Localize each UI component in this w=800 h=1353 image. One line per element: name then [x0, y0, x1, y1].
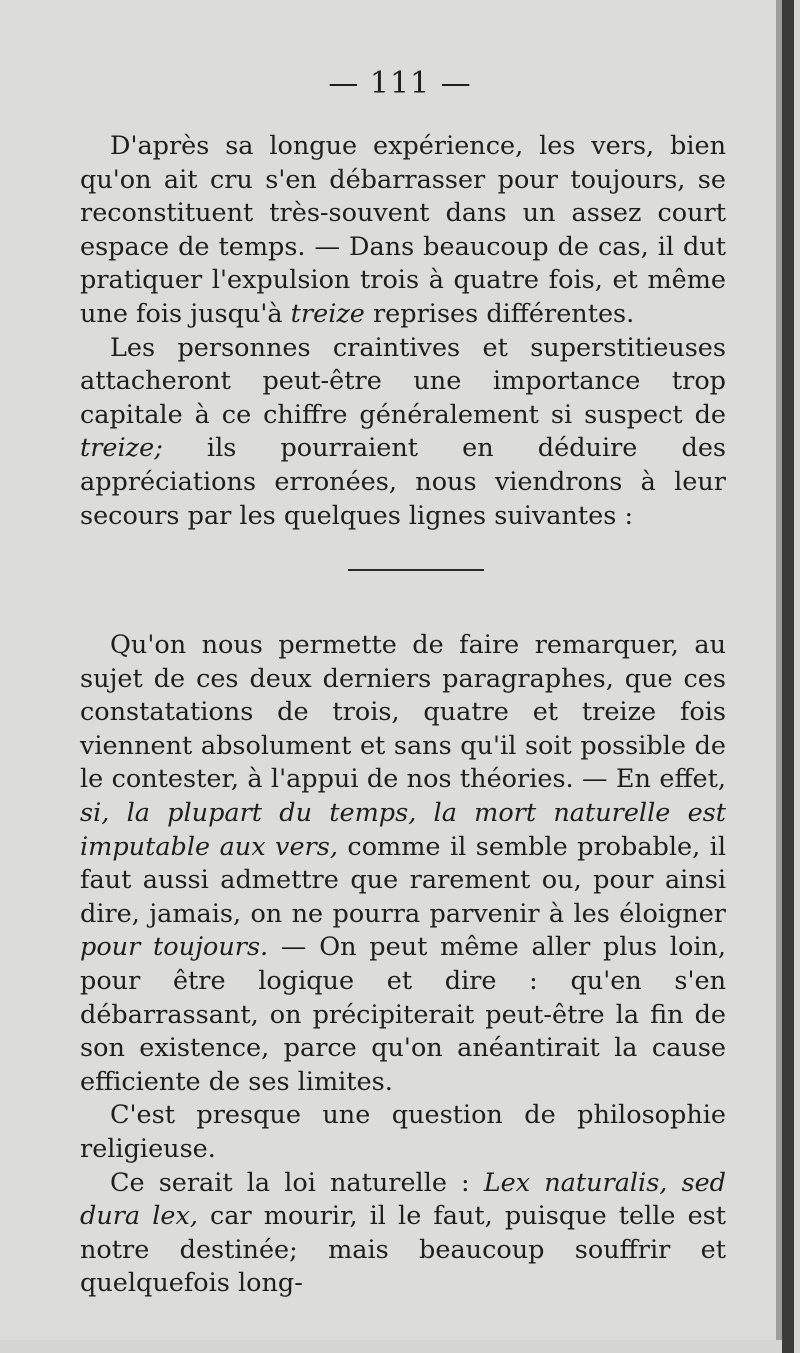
- page-edge: [782, 0, 794, 1353]
- italic-text: treize: [290, 298, 365, 329]
- paragraph: [80, 130, 726, 332]
- section-separator: [348, 569, 484, 571]
- paragraph: [80, 1167, 726, 1301]
- text-run: reprises différentes.: [364, 298, 635, 329]
- text-run: car mourir, il le faut, puisque telle est notre destinée; mais beaucoup souffrir et quelquefois long-: [80, 1201, 726, 1299]
- text-run: comme il semble probable, il faut aussi admettre que rarement ou, pour ainsi dire, jamais, on ne pourra parvenir à les éloigner: [80, 831, 726, 929]
- text-block-top: [80, 130, 726, 533]
- text-run: ils pourraient en déduire des appréciations erronées, nous viendrons à leur secours par les quelques lignes suivantes :: [80, 433, 726, 531]
- paragraph: [80, 1099, 726, 1166]
- text-run: — On peut même aller plus loin, pour être logique et dire : qu'en s'en débarrassant, on précipiterait peut-être la fin de son existence, parce qu'on anéantirait la cause efficiente de ses limites.: [80, 932, 727, 1097]
- text-run: Les personnes craintives et superstitieuses attacheront peut-être une importance trop capitale à ce chiffre généralement si suspect de: [80, 332, 726, 430]
- paragraph: [80, 629, 726, 1099]
- paragraph: [80, 332, 726, 534]
- italic-text: Lex naturalis, sed dura lex,: [80, 1167, 726, 1232]
- text-run: Ce serait la loi naturelle :: [110, 1167, 484, 1198]
- page-number: — 111 —: [328, 66, 472, 101]
- text-block-bottom: [80, 629, 726, 1301]
- text-run: Qu'on nous permette de faire remarquer, au sujet de ces deux derniers paragraphes, que ces constatations de trois, quatre et treize fois viennent absolument et sans qu'il soit possible de le contester, à l'appui de nos théories. — En effet,: [80, 630, 726, 795]
- italic-text: pour toujours.: [80, 932, 269, 963]
- text-run: C'est presque une question de philosophie religieuse.: [80, 1100, 726, 1164]
- italic-text: treize;: [80, 433, 163, 464]
- text-run: D'après sa longue expérience, les vers, bien qu'on ait cru s'en débarrasser pour toujours, se reconstituent très-souvent dans un assez court espace de temps. — Dans beaucoup de cas, il dut pratiquer l'expulsion trois à quatre fois, et même une fois jusqu'à: [80, 131, 726, 329]
- italic-text: si, la plupart du temps, la mort naturelle est imputable aux vers,: [80, 797, 726, 862]
